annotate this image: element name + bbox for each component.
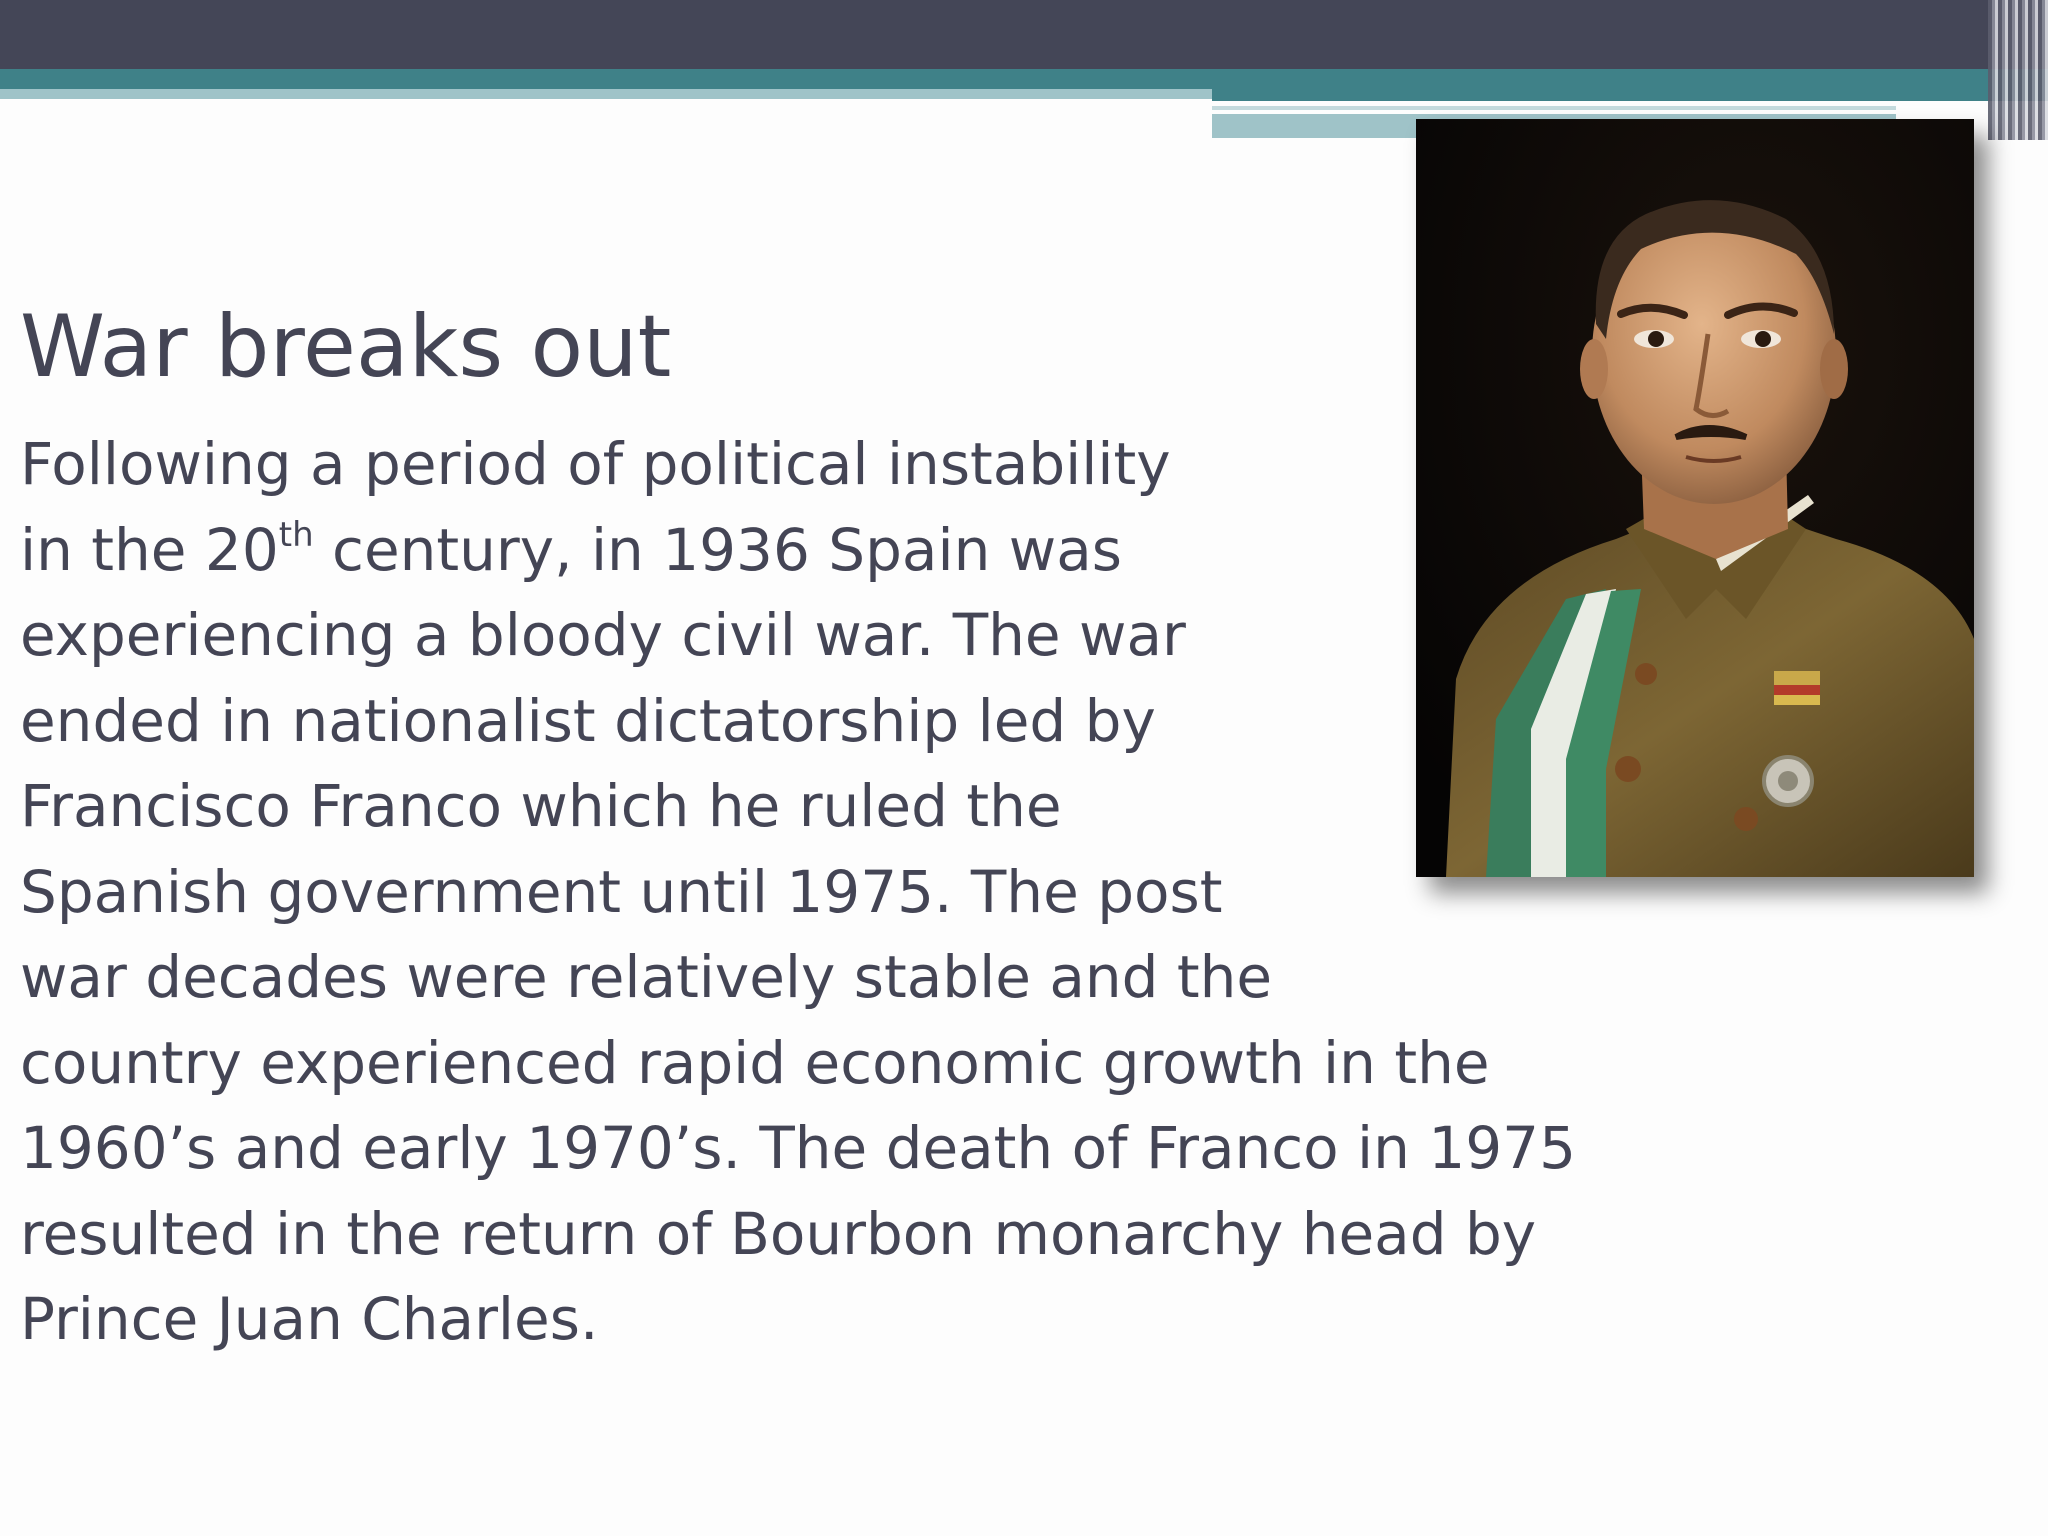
body-line: Following a period of political instability — [20, 430, 1171, 498]
body-line: country experienced rapid economic growth in the — [20, 1028, 1490, 1097]
body-line: Spanish government until 1975. The post — [20, 857, 1223, 926]
header-vertical-stripes — [1988, 0, 2048, 140]
portrait-photo — [1416, 119, 1974, 877]
body-line-text: in the 20 — [20, 515, 279, 584]
body-line: war decades were relatively stable and the — [20, 943, 1273, 1011]
header-teal-step — [1212, 89, 2048, 101]
body-line-text: century, in 1936 Spain was — [313, 515, 1122, 584]
header-thin-stripe — [1212, 106, 1896, 110]
header-accent-stripe-left — [0, 89, 1212, 99]
body-line: 1960’s and early 1970’s. The death of Franco in 1975 — [20, 1114, 1576, 1182]
body-line: experiencing a bloody civil war. The war — [20, 601, 1186, 669]
body-line: Francisco Franco which he ruled the — [20, 772, 1062, 840]
ordinal-superscript: th — [278, 514, 314, 555]
body-line: Prince Juan Charles. — [20, 1285, 599, 1353]
slide-title: War breaks out — [20, 297, 672, 397]
header-bar — [0, 0, 2048, 69]
body-line: resulted in the return of Bourbon monarchy head by — [20, 1199, 1537, 1268]
body-line: ended in nationalist dictatorship led by — [20, 686, 1156, 755]
header-teal-band — [0, 69, 2048, 89]
